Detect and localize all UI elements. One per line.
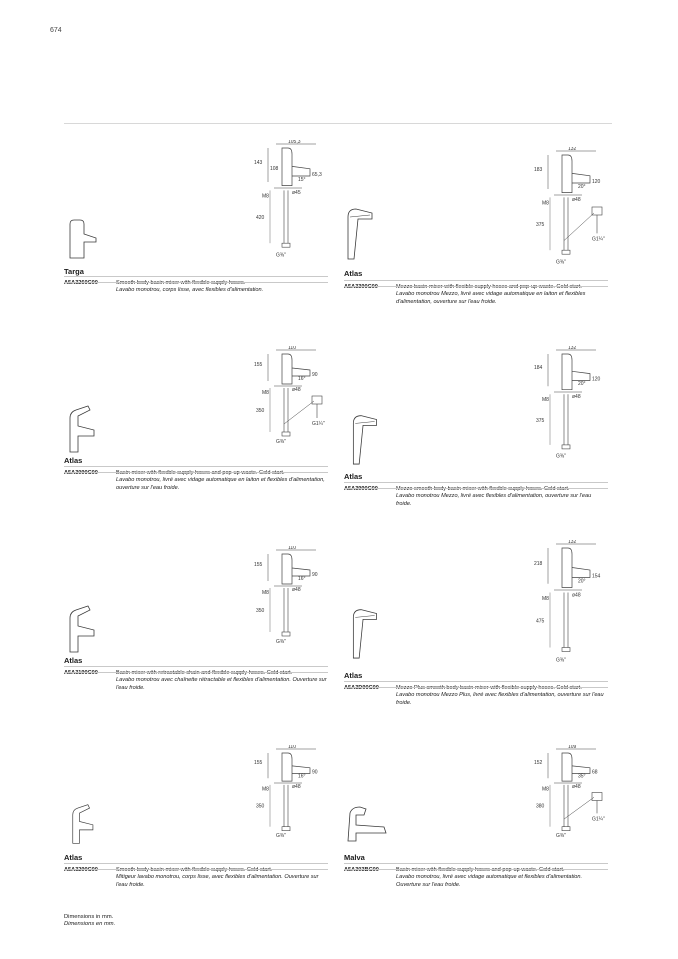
waste-thread-label: G1¼" bbox=[312, 421, 325, 427]
height-label: 184 bbox=[534, 365, 543, 371]
reach-label: 90 bbox=[312, 572, 318, 578]
angle-label: 15° bbox=[298, 176, 306, 183]
product-code: A5A3190C00 bbox=[64, 670, 98, 676]
reach-label: 120 bbox=[592, 376, 601, 383]
product-divider bbox=[64, 863, 328, 864]
hose-length-label: 375 bbox=[536, 222, 545, 229]
reach-label: 90 bbox=[312, 372, 318, 378]
hose-length-label: 420 bbox=[256, 215, 265, 222]
angle-label: 35° bbox=[578, 773, 586, 780]
product-image bbox=[344, 199, 374, 266]
height-label: 155 bbox=[254, 760, 263, 766]
hose-length-label: 350 bbox=[256, 803, 265, 810]
height-label: 155 bbox=[254, 562, 263, 568]
dimension-diagram bbox=[254, 346, 334, 451]
product-description bbox=[396, 867, 608, 889]
product-bottom-divider bbox=[344, 869, 608, 870]
top-divider bbox=[64, 123, 612, 124]
product-description bbox=[116, 867, 328, 889]
angle-label: 16° bbox=[298, 773, 306, 780]
product-name: Atlas bbox=[64, 853, 83, 862]
hose-length-label: 350 bbox=[256, 408, 265, 414]
angle-label: 20° bbox=[578, 183, 586, 190]
height-label: 218 bbox=[534, 561, 543, 567]
description-en: Basin mixer with flexible supply hoses and pop-up waste. Cold start. bbox=[116, 470, 285, 476]
diameter-label: ø48 bbox=[572, 592, 581, 599]
product-name: Atlas bbox=[64, 456, 83, 465]
product-code: A5A3990C00 bbox=[344, 486, 378, 492]
connection-label: G⅜" bbox=[556, 833, 566, 840]
description-en: Mezzo smooth body basin mixer with flexible supply hoses. Cold start. bbox=[396, 486, 570, 492]
footer-en: Dimensions in mm. bbox=[64, 914, 114, 920]
description-en: Mezzo basin mixer with flexible supply hoses and pop-up waste. Cold start. bbox=[396, 284, 582, 290]
product-image bbox=[64, 803, 100, 850]
product-name: Atlas bbox=[344, 671, 363, 680]
product-code: A5A3090C00 bbox=[64, 470, 98, 476]
dimension-diagram bbox=[534, 346, 614, 466]
thread-label: M8 bbox=[542, 397, 549, 404]
diameter-label: ø48 bbox=[572, 393, 581, 400]
description-en: Mezzo Plus smooth body basin mixer with flexible supply hoses. Cold start. bbox=[396, 685, 582, 691]
waste-thread-label: G1¼" bbox=[592, 816, 605, 823]
diameter-label: ø48 bbox=[572, 783, 581, 790]
height-label: 152 bbox=[534, 760, 543, 766]
diameter-label: ø48 bbox=[572, 197, 581, 203]
product-image bbox=[344, 406, 384, 471]
description-fr: Lavabo monotrou Mezzo Plus, livré avec flexibles d'alimentation, ouverture sur l'eau froide. bbox=[396, 692, 604, 706]
product-code: A5A3290C00 bbox=[64, 867, 98, 873]
description-fr: Mitigeur lavabo monotrou, corps lisse, avec flexibles d'alimentation. Ouverture sur l'eau froide. bbox=[116, 874, 319, 888]
thread-label: M8 bbox=[262, 590, 269, 596]
diameter-label: ø48 bbox=[292, 387, 301, 393]
reach-label: 120 bbox=[592, 179, 601, 185]
description-en: Smooth body basin mixer with flexible supply hoses. bbox=[116, 280, 246, 286]
product-code: A5A303BC00 bbox=[344, 867, 379, 873]
product-name: Atlas bbox=[344, 269, 363, 278]
description-en: Basin mixer with retractable chain and flexible supply hoses. Cold start. bbox=[116, 670, 293, 676]
diameter-label: ø48 bbox=[292, 783, 301, 790]
description-en: Smooth body basin mixer with flexible supply hoses. Cold start. bbox=[116, 867, 273, 873]
hose-length-label: 375 bbox=[536, 417, 545, 424]
hose-length-label: 380 bbox=[536, 803, 545, 810]
height2-label: 108 bbox=[270, 166, 279, 172]
product-divider bbox=[344, 863, 608, 864]
top-width-label: 110 bbox=[288, 346, 296, 351]
product-code: A5A3D90C00 bbox=[344, 685, 379, 691]
product-bottom-divider bbox=[344, 687, 608, 688]
product-divider bbox=[64, 666, 328, 667]
product-divider bbox=[64, 466, 328, 467]
product-bottom-divider bbox=[344, 488, 608, 489]
connection-label: G⅜" bbox=[556, 657, 566, 664]
thread-label: M8 bbox=[262, 193, 269, 200]
reach-label: 68 bbox=[592, 769, 598, 776]
dimension-diagram bbox=[254, 745, 334, 845]
description-fr: Lavabo monotrou, livré avec vidage automatique et flexibles d'alimentation. Ouverture sur l'eau froide. bbox=[396, 874, 583, 888]
description-fr: Lavabo monotrou, corps lisse, avec flexibles d'alimentation. bbox=[116, 287, 264, 294]
dimension-diagram bbox=[534, 745, 614, 845]
product-name: Targa bbox=[64, 267, 84, 276]
product-bottom-divider bbox=[64, 472, 328, 473]
angle-label: 16° bbox=[298, 376, 306, 382]
product-image bbox=[344, 600, 384, 665]
hose-length-label: 475 bbox=[536, 618, 545, 625]
product-name: Atlas bbox=[344, 472, 363, 481]
product-image bbox=[64, 604, 98, 659]
thread-label: M8 bbox=[262, 390, 269, 396]
top-width-label: 110 bbox=[288, 546, 296, 551]
thread-label: M8 bbox=[262, 786, 269, 793]
dimension-diagram bbox=[534, 540, 614, 670]
thread-label: M8 bbox=[542, 596, 549, 602]
diameter-label: ø48 bbox=[292, 587, 301, 593]
connection-label: G⅜" bbox=[276, 639, 286, 645]
product-description bbox=[396, 284, 608, 306]
angle-label: 16° bbox=[298, 576, 306, 582]
thread-label: M8 bbox=[542, 786, 549, 793]
description-fr: Lavabo monotrou, livré avec vidage automatique en laiton et flexibles d'alimentation, ouverture sur l'eau froide. bbox=[116, 477, 325, 491]
reach-label: 154 bbox=[592, 573, 601, 580]
product-name: Malva bbox=[344, 853, 365, 862]
product-name: Atlas bbox=[64, 656, 83, 665]
product-divider bbox=[344, 280, 608, 281]
waste-thread-label: G1¼" bbox=[592, 236, 605, 243]
product-description bbox=[116, 670, 328, 692]
top-width-label: 132 bbox=[568, 346, 577, 351]
product-image bbox=[64, 404, 98, 459]
product-bottom-divider bbox=[64, 282, 328, 283]
product-divider bbox=[344, 482, 608, 483]
height-label: 155 bbox=[254, 362, 263, 368]
page-number: 674 bbox=[50, 27, 62, 34]
connection-label: G⅜" bbox=[276, 252, 286, 259]
product-code: A5A3390C00 bbox=[344, 284, 378, 290]
description-fr: Lavabo monotrou avec chaînette rétractable et flexibles d'alimentation. Ouverture sur l'eau froide. bbox=[116, 677, 327, 691]
product-bottom-divider bbox=[64, 869, 328, 870]
reach-label: 65,3 bbox=[312, 172, 322, 178]
top-width-label: 109 bbox=[568, 745, 577, 750]
product-bottom-divider bbox=[344, 286, 608, 287]
thread-label: M8 bbox=[542, 200, 549, 207]
footer-fr: Dimensions en mm. bbox=[64, 921, 116, 928]
product-description bbox=[396, 486, 608, 508]
product-divider bbox=[344, 681, 608, 682]
product-bottom-divider bbox=[64, 672, 328, 673]
dimension-diagram bbox=[254, 546, 334, 651]
description-fr: Lavabo monotrou Mezzo, livré avec vidage automatique en laiton et flexibles d'alimentation, ouverture sur l'eau froide. bbox=[396, 291, 586, 305]
diameter-label: ø45 bbox=[292, 190, 301, 196]
top-width-label: 105,3 bbox=[288, 140, 301, 145]
hose-length-label: 350 bbox=[256, 608, 265, 614]
top-width-label: 110 bbox=[288, 745, 296, 750]
description-en: Basin mixer with flexible supply hoses and pop-up waste. Cold start. bbox=[396, 867, 565, 873]
connection-label: G⅜" bbox=[556, 259, 566, 266]
product-code: A5A3260C00 bbox=[64, 280, 98, 286]
product-description bbox=[396, 685, 608, 707]
product-description bbox=[116, 470, 328, 492]
top-width-label: 132 bbox=[568, 147, 577, 152]
footer-note bbox=[64, 914, 115, 929]
height-label: 183 bbox=[534, 167, 543, 173]
dimension-diagram bbox=[254, 140, 334, 265]
product-image bbox=[64, 218, 98, 265]
product-divider bbox=[64, 276, 328, 277]
connection-label: G⅜" bbox=[276, 833, 286, 840]
angle-label: 20° bbox=[578, 381, 586, 388]
dimension-diagram bbox=[534, 147, 614, 272]
height-label: 143 bbox=[254, 160, 263, 166]
product-image bbox=[344, 799, 388, 848]
description-fr: Lavabo monotrou Mezzo, livré avec flexibles d'alimentation, ouverture sur l'eau froide. bbox=[396, 493, 592, 507]
reach-label: 90 bbox=[312, 769, 318, 776]
angle-label: 20° bbox=[578, 578, 586, 585]
connection-label: G⅜" bbox=[556, 453, 566, 460]
connection-label: G⅜" bbox=[276, 439, 286, 445]
top-width-label: 132 bbox=[568, 540, 577, 545]
